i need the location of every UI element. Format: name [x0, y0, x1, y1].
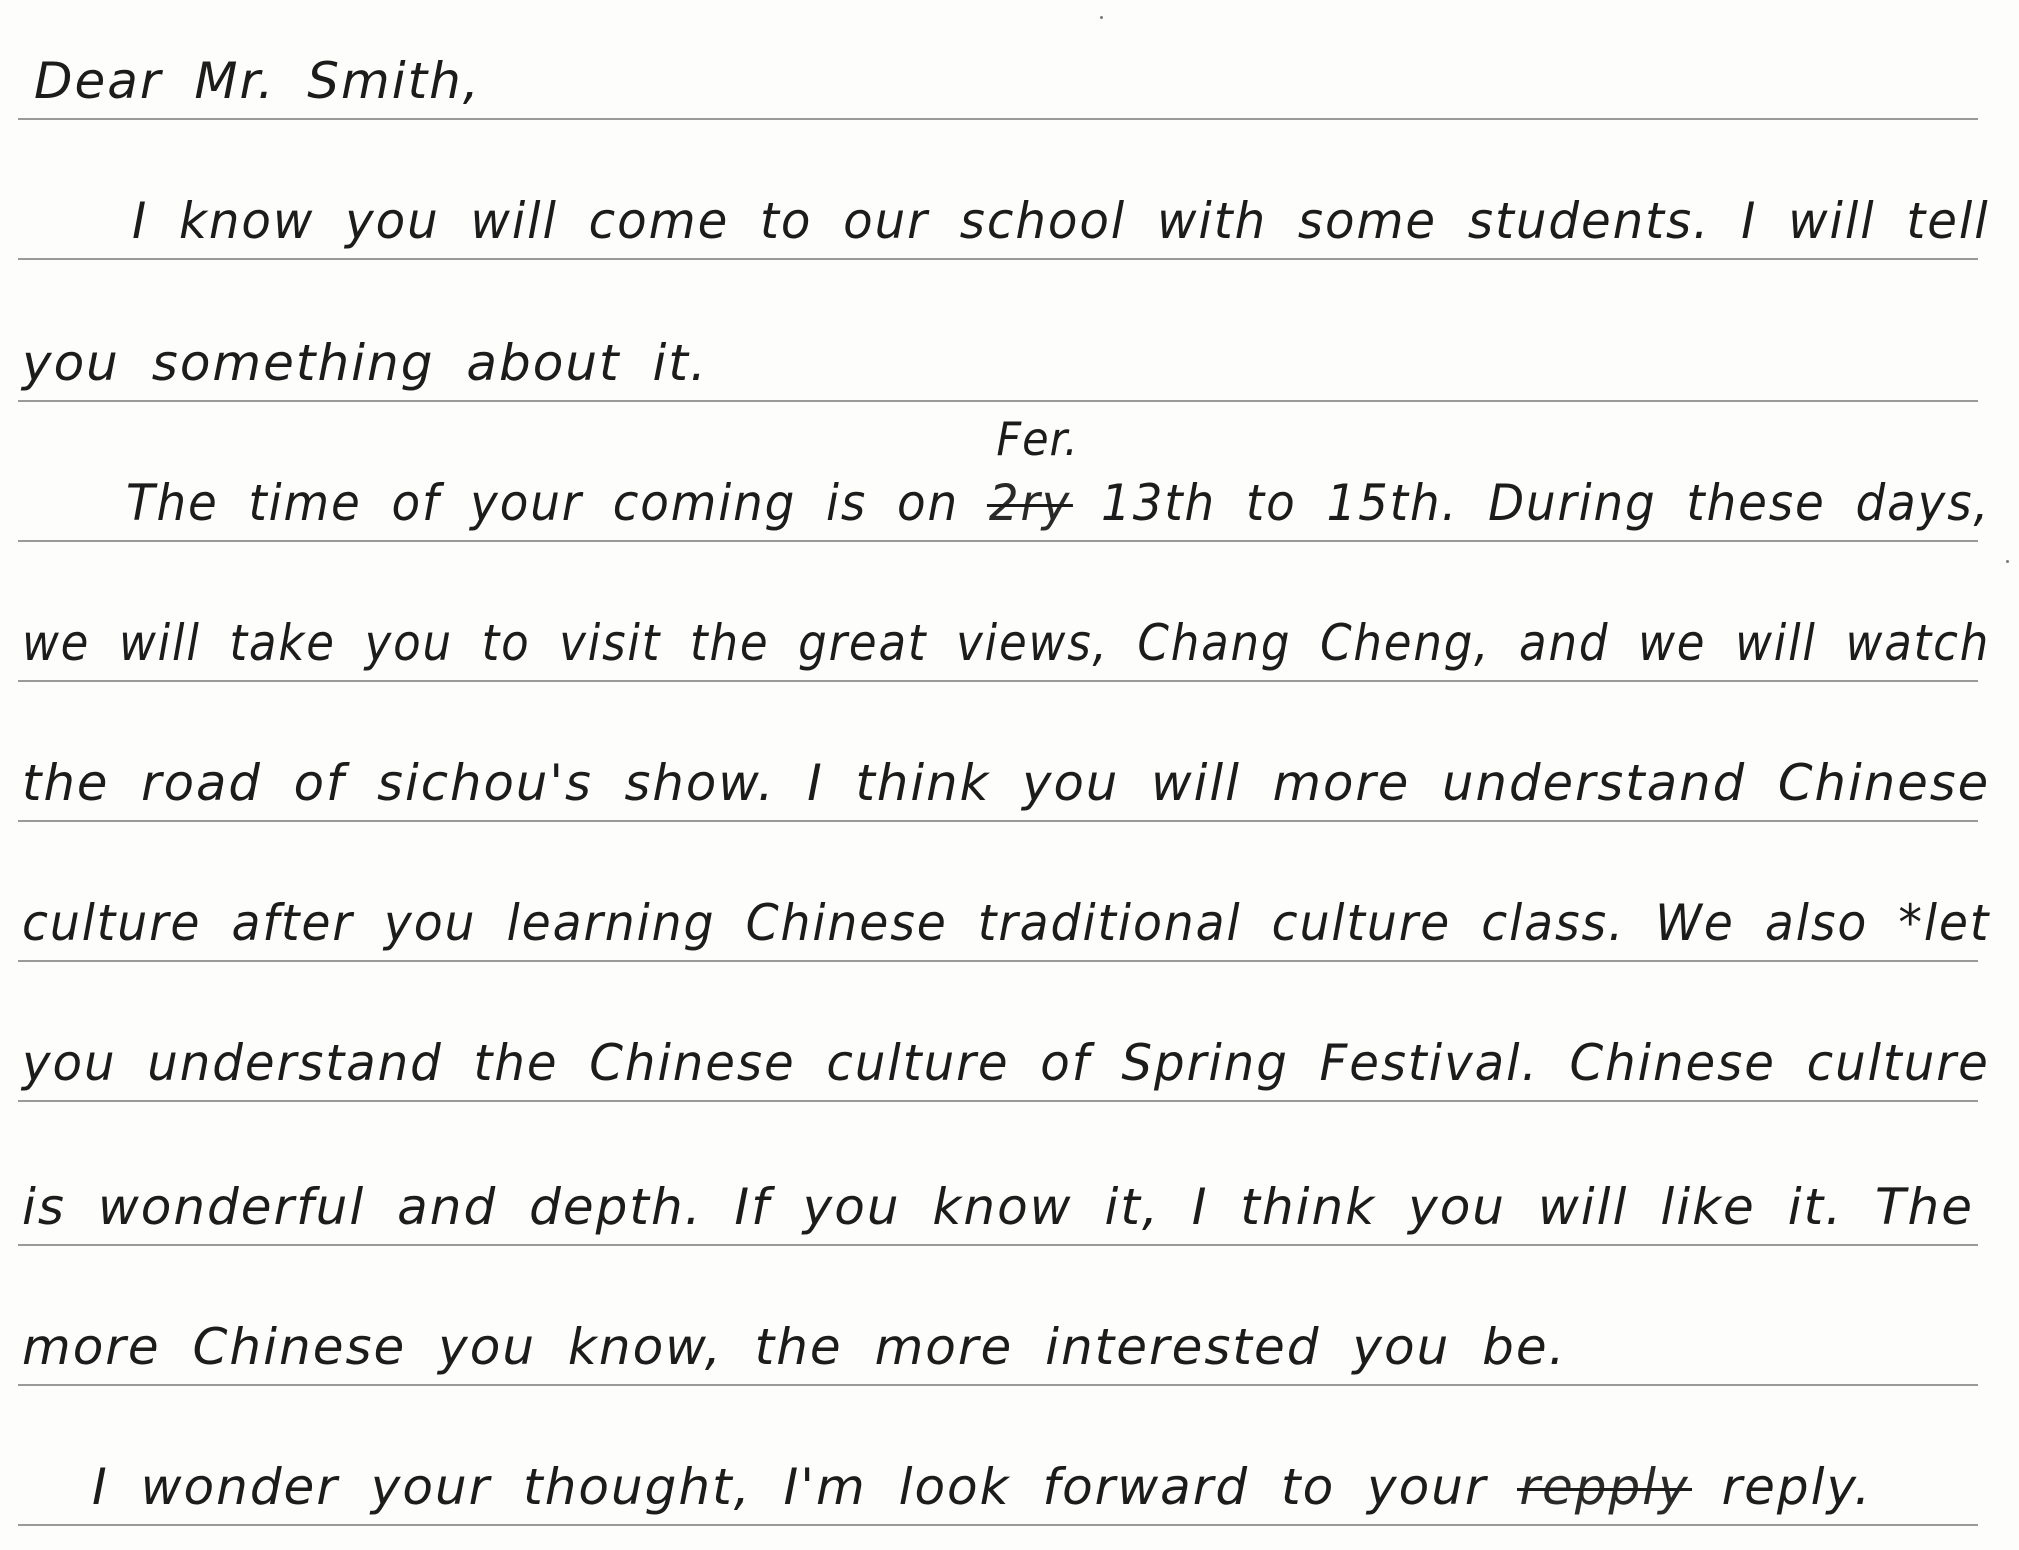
struck-word: 2ry [988, 474, 1072, 532]
ruled-line [18, 1244, 1978, 1246]
line-text: The time of your coming is on [126, 474, 960, 532]
ruled-line [18, 118, 1978, 120]
scan-speck [1100, 16, 1103, 19]
text-line-8 [22, 1178, 1974, 1236]
text-line-4 [22, 614, 1990, 672]
salutation-text: Dear Mr. Smith, [34, 52, 481, 110]
asterisk-mark: * [1898, 894, 1924, 952]
ruled-line [18, 1524, 1978, 1526]
line-text: you understand the Chinese culture of Spring Festival. Chinese culture [22, 1034, 1990, 1092]
text-line-5 [22, 754, 1990, 812]
line-text: we will take you to visit the great views, Chang Cheng, and we will watch [22, 614, 1991, 672]
text-line-3 [126, 412, 1991, 532]
line-text: is wonderful and depth. If you know it, I think you will like it. The [22, 1178, 1974, 1236]
ruled-line [18, 960, 1978, 962]
line-text: 13th to 15th. During these days, [1101, 474, 1991, 532]
ruled-line [18, 540, 1978, 542]
ruled-line [18, 258, 1978, 260]
line-text: you something about it. [22, 334, 708, 392]
line-text: let [1923, 894, 1991, 952]
line-text: reply. [1721, 1458, 1873, 1516]
inserted-word: Fer. [996, 412, 1079, 466]
ruled-line [18, 1384, 1978, 1386]
line-text: the road of sichou's show. I think you will more understand Chinese [22, 754, 1991, 812]
text-line-9 [22, 1318, 1567, 1376]
scan-speck [2006, 560, 2009, 563]
line-text: more Chinese you know, the more interested you be. [22, 1318, 1567, 1376]
text-line-7 [22, 1034, 1990, 1092]
text-line-1 [132, 192, 1990, 250]
ruled-line [18, 400, 1978, 402]
struck-word: repply [1519, 1458, 1690, 1516]
text-line-6 [22, 894, 1990, 952]
salutation [34, 52, 481, 110]
ruled-line [18, 820, 1978, 822]
line-text: I wonder your thought, I'm look forward to your [92, 1458, 1488, 1516]
text-line-2 [22, 334, 708, 392]
correction [988, 412, 1079, 532]
ruled-line [18, 680, 1978, 682]
text-line-10 [92, 1458, 1872, 1516]
ruled-line [18, 1100, 1978, 1102]
line-text: I know you will come to our school with some students. I will tell [132, 192, 1990, 250]
line-text: culture after you learning Chinese traditional culture class. We also [22, 894, 1869, 952]
